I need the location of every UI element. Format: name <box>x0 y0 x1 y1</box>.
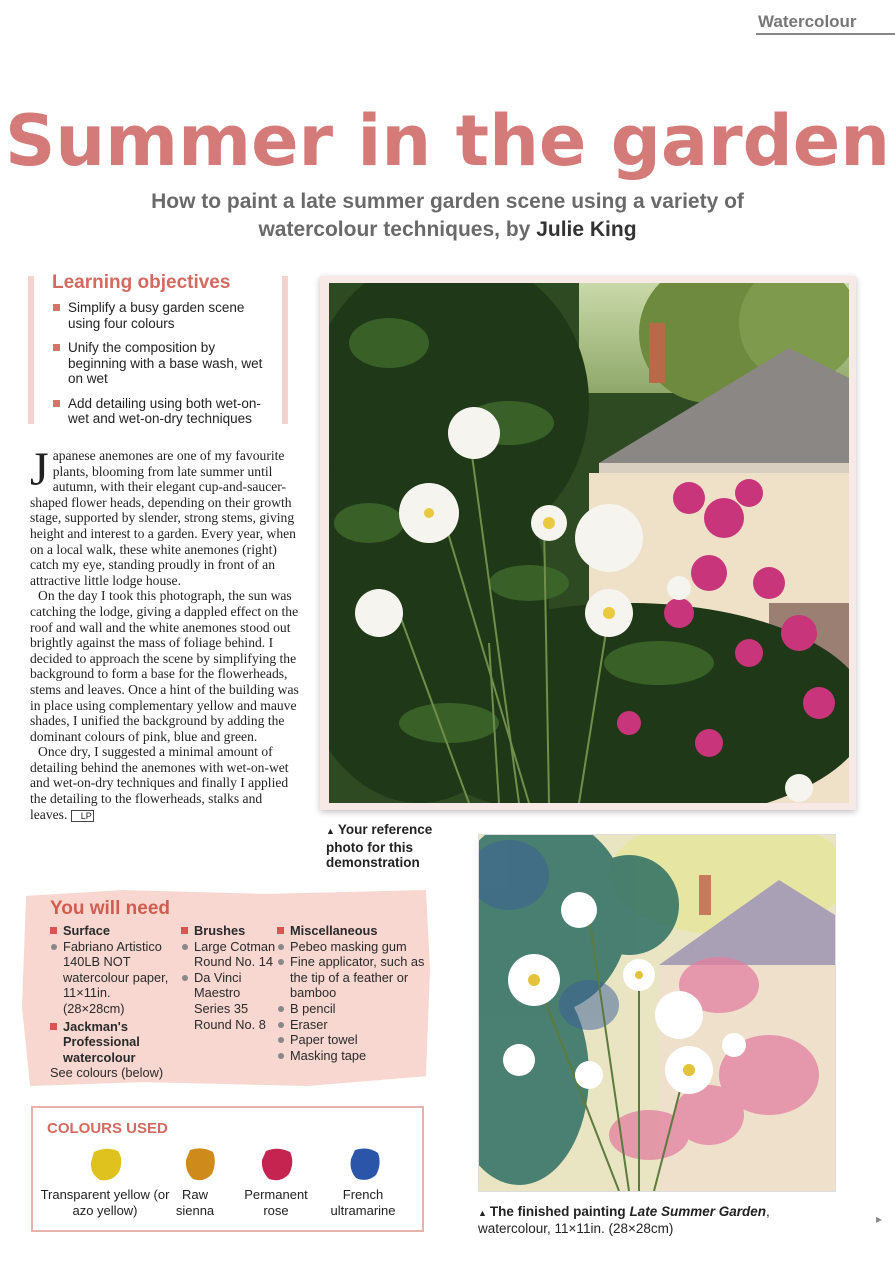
misc-item: B pencil <box>277 1001 427 1017</box>
swatch-paint-ultramarine <box>351 1149 380 1180</box>
article-body <box>30 443 302 822</box>
misc-item: Pebeo masking gum <box>277 939 427 955</box>
body-paragraph-3 <box>30 744 302 822</box>
body-paragraph-1 <box>30 443 302 588</box>
finished-painting <box>478 834 836 1192</box>
objectives-title: Learning objectives <box>52 272 231 293</box>
end-mark-icon: LP <box>71 810 94 822</box>
objective-item: Simplify a busy garden scene using four colours <box>50 300 270 331</box>
swatch-permanent-rose <box>259 1146 295 1184</box>
misc-item: Fine applicator, such as the tip of a feather or bamboo <box>277 954 427 1001</box>
misc-item: Paper towel <box>277 1032 427 1048</box>
paragraph-1-text: apanese anemones are one of my favourite plants, blooming from late summer until autumn, with their elegant cup-and-saucer-shaped flower heads, depending on their growth stage, supported by slender, strong stems, giving height and interest to a garden. Every year, when on a local walk, these white anemones (right) catch my eye, standing proudly in front of an attractive little lodge house. <box>30 448 296 588</box>
colour-label: Transparent yellow (or azo yellow) <box>40 1187 170 1218</box>
colour-label: French ultramarine <box>330 1187 396 1218</box>
need-column-brushes <box>181 923 276 1032</box>
painting-details: watercolour, 11×11in. (28×28cm) <box>478 1221 674 1236</box>
misc-heading: Miscellaneous <box>277 923 427 939</box>
section-tag: Watercolour <box>758 12 857 31</box>
swatch-paint-yellow <box>91 1149 121 1181</box>
surface-heading: Surface <box>50 923 175 939</box>
you-will-need-title: You will need <box>50 898 170 919</box>
paragraph-3-text: Once dry, I suggested a minimal amount of detailing behind the anemones with wet-on-wet and wet-on-dry techniques and finally I applied the detailing to the flowerheads, stalks and leaves. <box>30 744 289 822</box>
painting-title: Late Summer Garden <box>629 1204 766 1219</box>
swatch-raw-sienna <box>182 1146 218 1184</box>
colours-used-title: COLOURS USED <box>47 1120 168 1137</box>
photo-caption-text: Your reference photo for this demonstration <box>326 822 433 870</box>
misc-item: Masking tape <box>277 1048 427 1064</box>
paint-heading: Jackman's Professional watercolour <box>50 1019 175 1066</box>
misc-item: Eraser <box>277 1017 427 1033</box>
swatch-french-ultramarine <box>347 1146 383 1184</box>
need-column-surface <box>50 923 175 1081</box>
brush-item: Large Cotman Round No. 14 <box>181 939 276 970</box>
article-title: Summer in the garden <box>4 100 891 182</box>
article-subtitle <box>100 188 795 244</box>
caption-triangle-icon: ▲ <box>326 826 335 836</box>
painting-caption-prefix: The finished painting <box>489 1204 626 1219</box>
brush-item: Da Vinci Maestro Series 35 Round No. 8 <box>181 970 276 1032</box>
section-rule <box>756 33 895 35</box>
objective-item: Unify the composition by beginning with a base wash, wet on wet <box>50 340 270 387</box>
objectives-list <box>50 300 270 436</box>
caption-triangle-icon: ▲ <box>478 1208 487 1218</box>
painting-caption: ▲ The finished painting Late Summer Garden, watercolour, 11×11in. (28×28cm) <box>478 1204 770 1236</box>
surface-item: Fabriano Artistico 140LB NOT watercolour paper, 11×11in. (28×28cm) <box>50 939 175 1017</box>
learning-objectives <box>28 272 288 424</box>
author-name: Julie King <box>536 218 637 241</box>
subtitle-text: How to paint a late summer garden scene using a variety of watercolour techniques, by <box>151 190 744 241</box>
next-page-arrow-icon[interactable]: ▸ <box>876 1212 883 1226</box>
objective-item: Add detailing using both wet-on-wet and wet-on-dry techniques <box>50 396 270 427</box>
brushes-heading: Brushes <box>181 923 276 939</box>
colour-label: Permanent rose <box>244 1187 308 1218</box>
body-paragraph-2: On the day I took this photograph, the sun was catching the lodge, giving a dappled effect on the roof and wall and the white anemones stood out brightly against the mass of foliage behind. I decided to approach the scene by simplifying the background to form a base for the flowerheads, stems and leaves. Once a hint of the building was in place using complementary yellow and mauve shades, I unified the background by adding the dominant colours of pink, blue and green. <box>30 588 299 744</box>
reference-photo <box>329 283 849 803</box>
colour-label: Raw sienna <box>175 1187 215 1218</box>
swatch-paint-sienna <box>186 1148 215 1180</box>
swatch-transparent-yellow <box>88 1146 124 1184</box>
swatch-paint-rose <box>262 1149 292 1181</box>
drop-cap: J <box>30 443 49 496</box>
photo-caption <box>326 822 456 871</box>
paint-note: See colours (below) <box>50 1065 164 1081</box>
objectives-left-bar <box>28 276 34 424</box>
need-column-misc <box>277 923 427 1063</box>
objectives-right-bar <box>282 276 288 424</box>
